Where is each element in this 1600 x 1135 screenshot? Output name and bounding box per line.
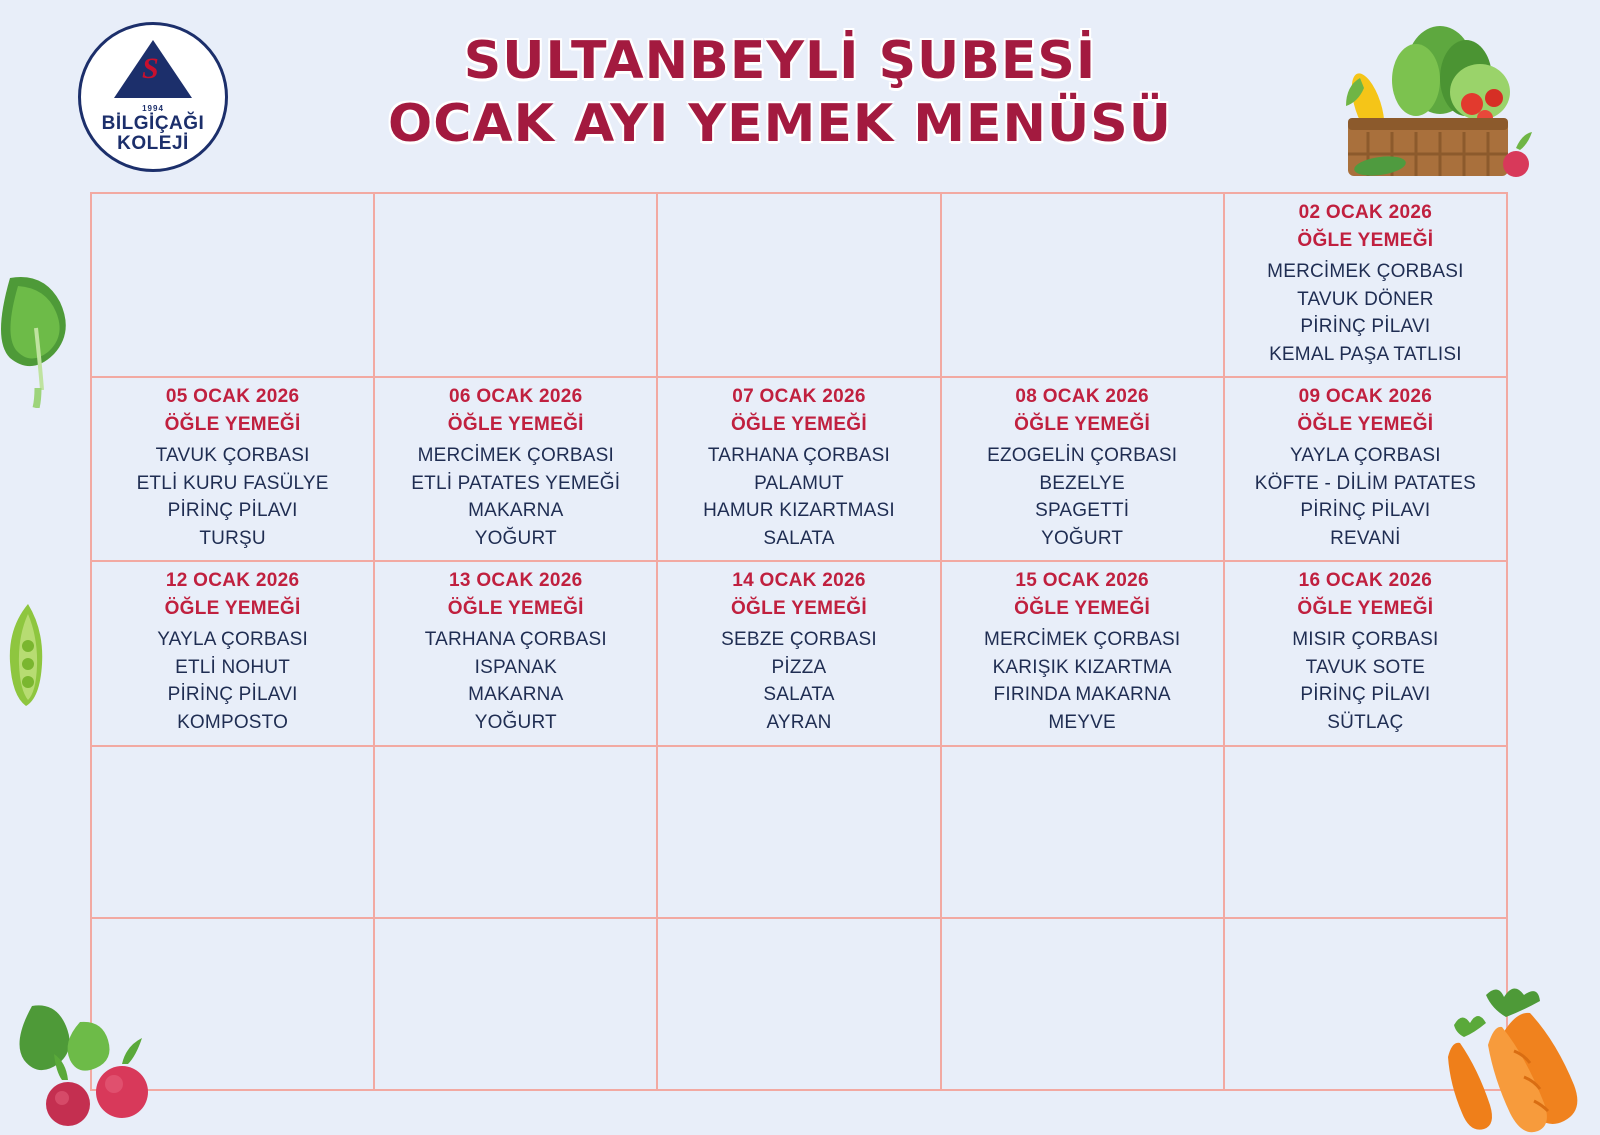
menu-cell-meal-label: ÖĞLE YEMEĞİ — [1297, 230, 1434, 251]
menu-item: KARIŞIK KIZARTMA — [992, 656, 1172, 678]
logo-name-line2: KOLEJİ — [117, 133, 189, 154]
menu-cell-date: 08 OCAK 2026 — [1015, 386, 1149, 408]
menu-week-row — [91, 746, 1507, 918]
menu-item: SALATA — [763, 684, 835, 706]
menu-cell-date: 14 OCAK 2026 — [732, 570, 866, 592]
title-line-1: SULTANBEYLİ ŞUBESİ — [463, 31, 1097, 91]
menu-item: KEMAL PAŞA TATLISI — [1269, 343, 1462, 365]
menu-item: AYRAN — [766, 712, 832, 734]
menu-item: EZOGELİN ÇORBASI — [987, 445, 1178, 467]
menu-item: PİZZA — [771, 656, 827, 678]
menu-cell-empty — [1224, 746, 1507, 918]
menu-week-row — [91, 193, 1507, 377]
menu-cell-date: 09 OCAK 2026 — [1298, 386, 1433, 408]
menu-item: MERCİMEK ÇORBASI — [983, 629, 1181, 651]
menu-item: SÜTLAÇ — [1327, 712, 1404, 734]
menu-cell-empty — [657, 193, 940, 377]
menu-cell-date: 06 OCAK 2026 — [449, 386, 583, 408]
menu-item: MERCİMEK ÇORBASI — [1267, 261, 1464, 282]
logo-emblem-icon — [114, 40, 192, 102]
menu-cell-date: 02 OCAK 2026 — [1298, 202, 1433, 223]
logo-year: 1994 — [142, 104, 164, 114]
menu-item: KOMPOSTO — [177, 712, 289, 734]
menu-cell-meal-label: ÖĞLE YEMEĞİ — [164, 598, 301, 620]
menu-week-row — [91, 918, 1507, 1090]
menu-item: TURŞU — [199, 527, 266, 549]
menu-cell-empty — [1224, 918, 1507, 1090]
pea-pod-illustration — [8, 600, 48, 710]
menu-cell-day — [941, 377, 1224, 561]
menu-cell-empty — [91, 746, 374, 918]
menu-cell-day — [657, 561, 940, 745]
menu-item: TAVUK DÖNER — [1297, 288, 1434, 310]
menu-item: YOĞURT — [1041, 527, 1124, 549]
menu-item: YAYLA ÇORBASI — [157, 629, 308, 651]
menu-item: REVANİ — [1330, 527, 1401, 549]
menu-item: TAVUK ÇORBASI — [155, 445, 310, 467]
menu-cell-date: 05 OCAK 2026 — [165, 386, 300, 408]
vegetable-basket-illustration — [1320, 18, 1550, 193]
menu-cell-day — [374, 561, 657, 745]
menu-cell-day — [1224, 377, 1507, 561]
menu-item: HAMUR KIZARTMASI — [703, 500, 895, 522]
menu-item: YAYLA ÇORBASI — [1289, 445, 1441, 467]
menu-cell-day — [374, 377, 657, 561]
menu-item: PİRİNÇ PİLAVI — [1300, 684, 1431, 706]
menu-cell-meal-label: ÖĞLE YEMEĞİ — [730, 598, 867, 620]
menu-cell-meal-label: ÖĞLE YEMEĞİ — [447, 598, 584, 620]
menu-item: KÖFTE - DİLİM PATATES — [1254, 472, 1477, 494]
menu-item: SPAGETTİ — [1035, 500, 1130, 522]
menu-item: MISIR ÇORBASI — [1292, 629, 1439, 651]
menu-cell-date: 15 OCAK 2026 — [1015, 570, 1149, 592]
menu-week-row — [91, 377, 1507, 561]
menu-item: SALATA — [763, 527, 835, 549]
menu-cell-empty — [374, 193, 657, 377]
menu-item: YOĞURT — [474, 712, 557, 734]
menu-item: ISPANAK — [474, 656, 557, 678]
menu-item: YOĞURT — [474, 527, 557, 549]
menu-item: ETLİ KURU FASÜLYE — [136, 472, 329, 494]
menu-item: MAKARNA — [468, 500, 564, 522]
logo-name-line1: BİLGİÇAĞI — [101, 113, 205, 135]
menu-cell-empty — [91, 193, 374, 377]
logo-swoosh-icon: S — [142, 52, 159, 86]
menu-cell-day — [1224, 561, 1507, 745]
menu-cell-date: 12 OCAK 2026 — [165, 570, 300, 592]
menu-item: TARHANA ÇORBASI — [424, 629, 607, 651]
menu-item: PİRİNÇ PİLAVI — [1300, 316, 1431, 338]
menu-item: TAVUK SOTE — [1305, 656, 1426, 678]
menu-cell-empty — [941, 918, 1224, 1090]
menu-cell-date: 16 OCAK 2026 — [1298, 570, 1433, 592]
menu-cell-meal-label: ÖĞLE YEMEĞİ — [1297, 598, 1434, 620]
menu-table — [90, 192, 1508, 1091]
menu-cell-day — [941, 561, 1224, 745]
menu-cell-meal-label: ÖĞLE YEMEĞİ — [447, 414, 584, 436]
menu-item: ETLİ PATATES YEMEĞİ — [411, 472, 621, 494]
menu-item: MERCİMEK ÇORBASI — [417, 445, 614, 467]
menu-cell-meal-label: ÖĞLE YEMEĞİ — [1014, 414, 1151, 436]
menu-item: PİRİNÇ PİLAVI — [167, 684, 298, 706]
menu-cell-day — [657, 377, 940, 561]
menu-item: TARHANA ÇORBASI — [707, 445, 891, 467]
menu-cell-empty — [941, 746, 1224, 918]
page-header — [0, 0, 1600, 185]
menu-table-body — [91, 193, 1507, 1090]
school-logo — [78, 22, 228, 172]
menu-item: SEBZE ÇORBASI — [721, 629, 877, 651]
menu-cell-meal-label: ÖĞLE YEMEĞİ — [730, 414, 867, 436]
menu-item: PİRİNÇ PİLAVI — [1300, 500, 1431, 522]
menu-item: FIRINDA MAKARNA — [993, 684, 1171, 706]
menu-week-row — [91, 561, 1507, 745]
title-line-2: OCAK AYI YEMEK MENÜSÜ — [388, 94, 1172, 155]
menu-cell-empty — [941, 193, 1224, 377]
menu-cell-day — [1224, 193, 1507, 377]
menu-cell-empty — [91, 918, 374, 1090]
menu-item: MAKARNA — [468, 684, 564, 706]
menu-cell-empty — [374, 746, 657, 918]
menu-item: MEYVE — [1048, 712, 1116, 734]
menu-cell-day — [91, 561, 374, 745]
menu-cell-empty — [657, 746, 940, 918]
menu-cell-empty — [374, 918, 657, 1090]
menu-cell-meal-label: ÖĞLE YEMEĞİ — [164, 414, 301, 436]
menu-item: PALAMUT — [754, 472, 844, 494]
menu-cell-empty — [657, 918, 940, 1090]
lettuce-leaf-illustration — [0, 268, 92, 408]
menu-item: BEZELYE — [1039, 472, 1125, 494]
menu-cell-date: 13 OCAK 2026 — [449, 570, 583, 592]
page-title — [260, 30, 1300, 157]
menu-item: ETLİ NOHUT — [175, 656, 291, 678]
menu-cell-day — [91, 377, 374, 561]
menu-item: PİRİNÇ PİLAVI — [167, 500, 298, 522]
menu-cell-meal-label: ÖĞLE YEMEĞİ — [1014, 598, 1151, 620]
menu-cell-date: 07 OCAK 2026 — [732, 386, 866, 408]
menu-cell-meal-label: ÖĞLE YEMEĞİ — [1297, 414, 1434, 436]
